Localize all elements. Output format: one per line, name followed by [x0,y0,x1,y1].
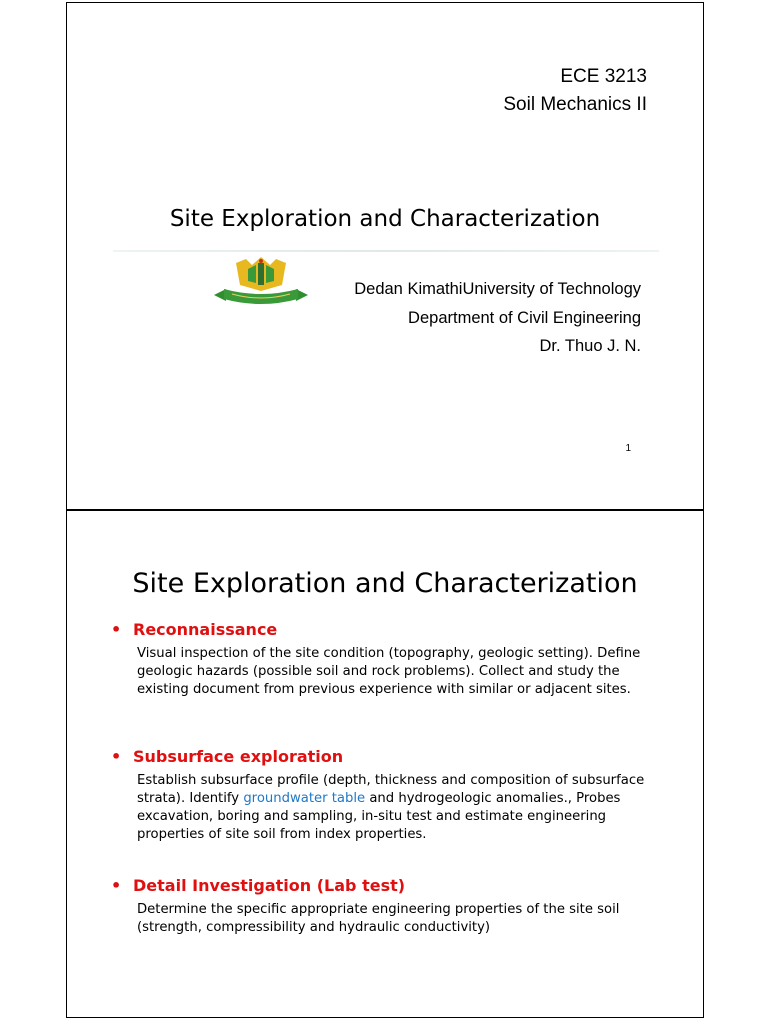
body-text: and hydrogeologic anomalies., Probes excavation, boring and sampling, in-situ test and estimate engineering properties of site soil from index properties. [137,791,621,842]
section-heading [111,875,671,897]
highlighted-term: groundwater table [243,791,366,806]
department-name: Department of Civil Engineering [408,309,641,327]
author-name: Dr. Thuo J. N. [539,337,641,355]
section-body: Visual inspection of the site condition (topography, geologic setting). Define geologic hazards (possible soil and rock problems). Collect and study the existing document from previous experience with similar or adjacent sites. [137,646,641,697]
slide-1-title: Site Exploration and Characterization [169,206,601,232]
slide-1 [66,2,704,510]
bullet-icon: • [111,620,122,639]
section-heading [111,619,671,641]
page-number: 1 [625,443,631,454]
section-heading-text: Detail Investigation (Lab test) [133,876,406,895]
university-logo-icon [212,255,310,309]
slide-2 [66,510,704,1018]
section-body [137,772,671,844]
body-text: Establish subsurface profile (depth, thickness and composition of subsurface strata). Identify [137,773,645,806]
bullet-icon: • [111,876,122,895]
title-divider [113,250,659,252]
section-heading-text: Reconnaissance [133,620,278,639]
bullet-icon: • [111,747,122,766]
university-name: Dedan KimathiUniversity of Technology [354,280,641,298]
section-heading-text: Subsurface exploration [133,747,344,766]
course-name: Soil Mechanics II [503,94,647,115]
course-code: ECE 3213 [560,66,647,87]
section-subsurface-exploration [111,746,671,844]
section-reconnaissance [111,619,671,699]
slide-2-title: Site Exploration and Characterization [132,568,638,599]
section-heading [111,746,671,768]
section-body: Determine the specific appropriate engineering properties of the site soil (strength, compressibility and hydraulic conductivity) [137,902,620,935]
section-detail-investigation [111,875,671,937]
